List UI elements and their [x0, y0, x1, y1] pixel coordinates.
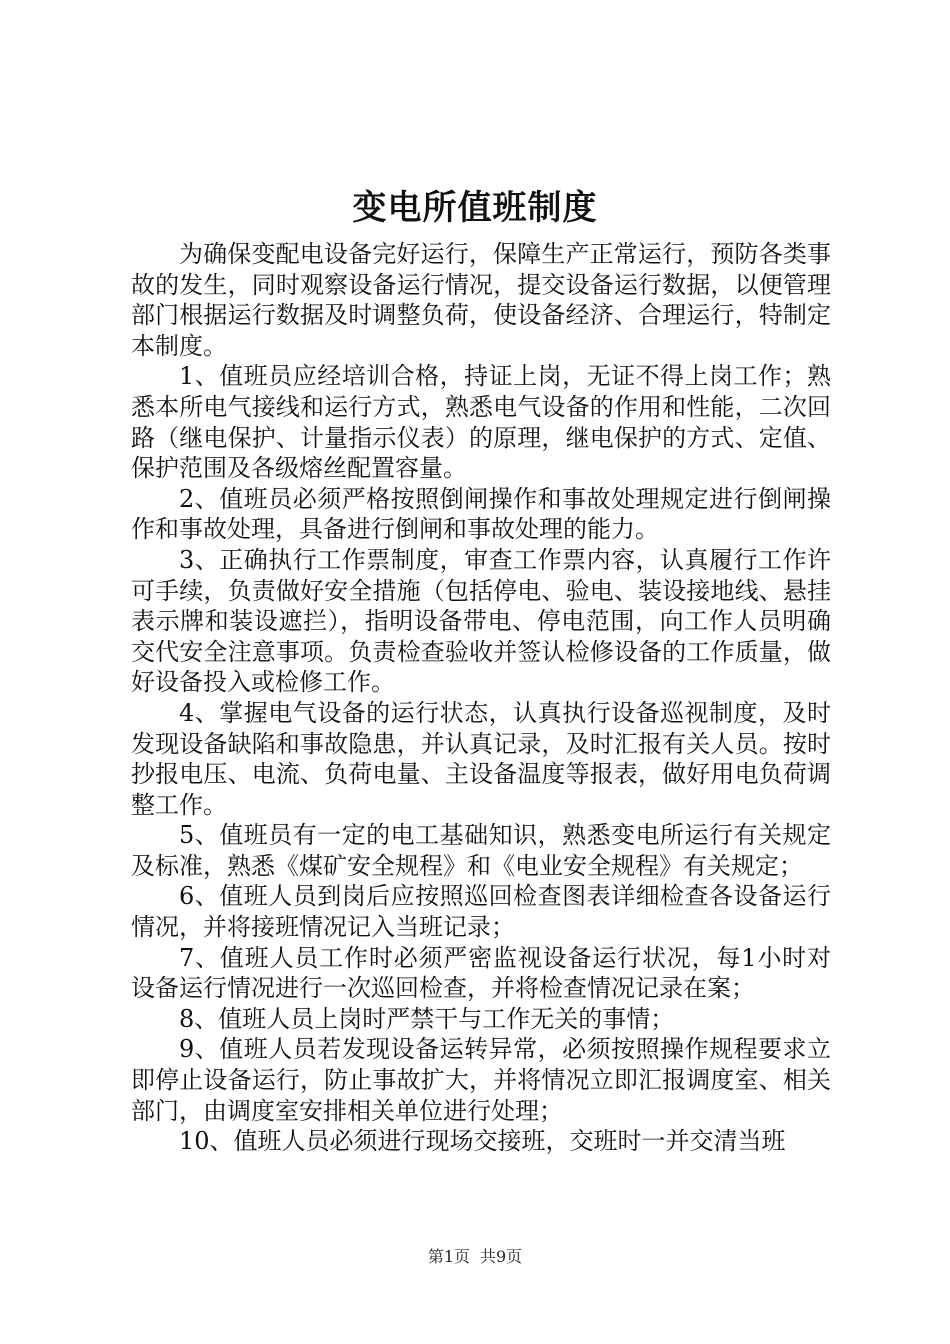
rule-paragraph-7: 7、值班人员工作时必须严密监视设备运行状况，每1小时对设备运行情况进行一次巡回检查，并将检查情况记录在案； — [131, 943, 831, 1003]
page-footer — [0, 1246, 950, 1268]
page-total: 共9页 — [480, 1247, 523, 1266]
rule-paragraph-6: 6、值班人员到岗后应按照巡回检查图表详细检查各设备运行情况，并将接班情况记入当班记录； — [131, 882, 831, 942]
rule-paragraph-1: 1、值班员应经培训合格，持证上岗，无证不得上岗工作；熟悉本所电气接线和运行方式，熟悉电气设备的作用和性能，二次回路（继电保护、计量指示仪表）的原理，继电保护的方式、定值、保护范围及各级熔丝配置容量。 — [131, 362, 831, 483]
rule-paragraph-4: 4、掌握电气设备的运行状态，认真执行设备巡视制度，及时发现设备缺陷和事故隐患，并认真记录，及时汇报有关人员。按时抄报电压、电流、负荷电量、主设备温度等报表，做好用电负荷调整工作。 — [131, 698, 831, 819]
document-body — [131, 239, 831, 1157]
rule-paragraph-10: 10、值班人员必须进行现场交接班，交班时一并交清当班 — [179, 1127, 786, 1156]
rule-paragraph-2: 2、值班员必须严格按照倒闸操作和事故处理规定进行倒闸操作和事故处理，具备进行倒闸和事故处理的能力。 — [131, 484, 831, 544]
page-number: 第1页 — [427, 1247, 470, 1266]
document-title: 变电所值班制度 — [352, 188, 598, 228]
rule-paragraph-5: 5、值班员有一定的电工基础知识，熟悉变电所运行有关规定及标准，熟悉《煤矿安全规程》和《电业安全规程》有关规定； — [131, 821, 831, 880]
rule-paragraph-9: 9、值班人员若发现设备运转异常，必须按照操作规程要求立即停止设备运行，防止事故扩大，并将情况立即汇报调度室、相关部门，由调度室安排相关单位进行处理； — [131, 1035, 831, 1125]
intro-paragraph: 为确保变配电设备完好运行，保障生产正常运行，预防各类事故的发生，同时观察设备运行情况，提交设备运行数据，以便管理部门根据运行数据及时调整负荷，使设备经济、合理运行，特制定本制度。 — [131, 240, 831, 360]
rule-paragraph-8: 8、值班人员上岗时严禁干与工作无关的事情； — [179, 1004, 675, 1033]
rule-paragraph-3: 3、正确执行工作票制度，审查工作票内容，认真履行工作许可手续，负责做好安全措施（包括停电、验电、装设接地线、悬挂表示牌和装设遮拦），指明设备带电、停电范围，向工作人员明确交代安全注意事项。负责检查验收并签认检修设备的工作质量，做好设备投入或检修工作。 — [131, 545, 831, 697]
